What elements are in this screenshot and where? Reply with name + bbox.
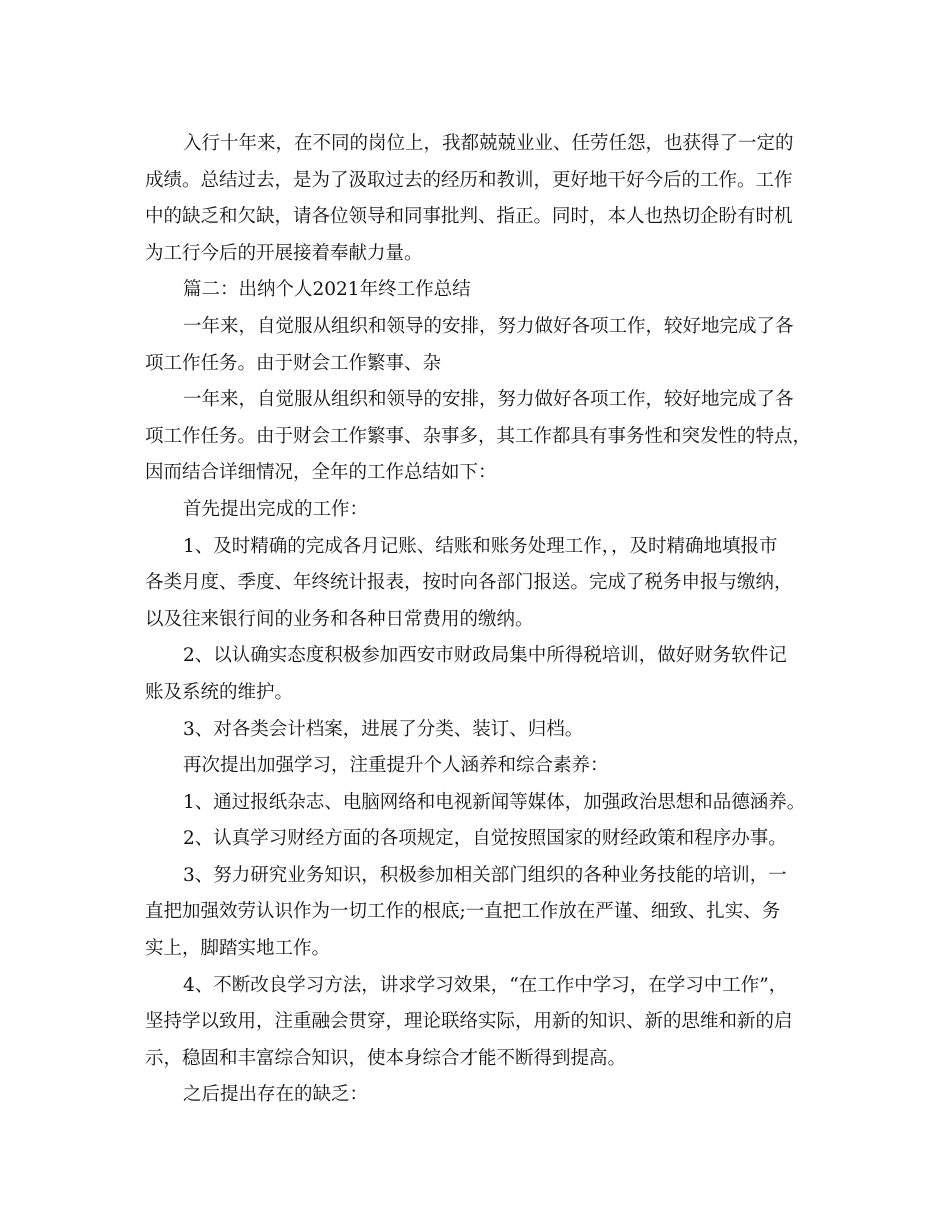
- text-line-9: 项工作任务。由于财会工作繁事、杂事多，其工作都具有事务性和突发性的特点，: [145, 425, 812, 447]
- subheading-study: 再次提出加强学习，注重提升个人涵养和综合素养：: [183, 755, 609, 777]
- subheading-completed-work: 首先提出完成的工作：: [183, 498, 369, 520]
- text-line-13: 各类月度、季度、年终统计报表，按时向各部门报送。完成了税务申报与缴纳，: [145, 572, 793, 594]
- section-heading: 篇二：出纳个人2021年终工作总结: [183, 279, 471, 301]
- text-line-16: 账及系统的维护。: [145, 681, 294, 703]
- text-line-24: 4、不断改良学习方法，讲求学习效果，“在工作中学习，在学习中工作”，: [183, 974, 788, 996]
- subheading-shortcomings: 之后提出存在的缺乏：: [183, 1084, 369, 1106]
- text-line-17: 3、对各类会计档案，进展了分类、装订、归档。: [183, 718, 584, 740]
- text-line-3: 中的缺乏和欠缺，请各位领导和同事批判、指正。同时，本人也热切企盼有时机: [145, 206, 793, 228]
- text-line-8: 一年来，自觉服从组织和领导的安排，努力做好各项工作，较好地完成了各: [183, 389, 794, 411]
- text-line-6: 一年来，自觉服从组织和领导的安排，努力做好各项工作，较好地完成了各: [183, 315, 794, 337]
- text-line-14: 以及往来银行间的业务和各种日常费用的缴纳。: [145, 608, 534, 630]
- text-line-21: 3、努力研究业务知识，积极参加相关部门组织的各种业务技能的培训，一: [183, 864, 787, 886]
- text-line-7: 项工作任务。由于财会工作繁事、杂: [145, 352, 442, 374]
- text-line-2: 成绩。总结过去，是为了汲取过去的经历和教训，更好地干好今后的工作。工作: [145, 169, 793, 191]
- text-line-22: 直把加强效劳认识作为一切工作的根底;一直把工作放在严谨、细致、扎实、务: [145, 901, 781, 923]
- text-line-23: 实上，脚踏实地工作。: [145, 938, 331, 960]
- text-line-25: 坚持学以致用，注重融会贯穿，理论联络实际，用新的知识、新的思维和新的启: [145, 1011, 793, 1033]
- text-line-19: 1、通过报纸杂志、电脑网络和电视新闻等媒体，加强政治思想和品德涵养。: [183, 791, 806, 813]
- text-line-1: 入行十年来，在不同的岗位上，我都兢兢业业、任劳任怨，也获得了一定的: [183, 133, 794, 154]
- text-line-12: 1、及时精确的完成各月记账、结账和账务处理工作，，及时精确地填报市: [183, 535, 778, 557]
- document-body: [145, 126, 812, 1114]
- text-line-10: 因而结合详细情况，全年的工作总结如下：: [145, 462, 497, 484]
- text-line-20: 2、认真学习财经方面的各项规定，自觉按照国家的财经政策和程序办事。: [183, 828, 787, 850]
- text-line-26: 示，稳固和丰富综合知识，使本身综合才能不断得到提高。: [145, 1047, 627, 1069]
- text-line-15: 2、以认确实态度积极参加西安市财政局集中所得税培训，做好财务软件记: [183, 645, 787, 667]
- text-line-4: 为工行今后的开展接着奉献力量。: [145, 242, 423, 264]
